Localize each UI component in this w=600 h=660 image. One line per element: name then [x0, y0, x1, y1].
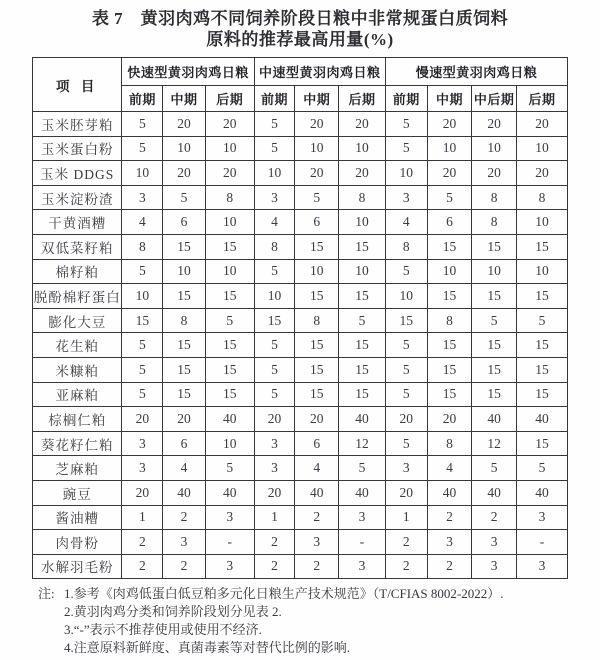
table-row: [33, 112, 568, 137]
value-cell: 5: [205, 456, 254, 481]
value-cell: 3: [254, 185, 295, 210]
value-cell: 20: [295, 112, 339, 137]
value-cell: 8: [517, 185, 568, 210]
value-cell: 10: [517, 259, 568, 284]
value-cell: 10: [385, 284, 427, 309]
value-cell: 4: [385, 210, 427, 235]
value-cell: 8: [205, 185, 254, 210]
value-cell: 40: [339, 407, 386, 432]
value-cell: -: [205, 530, 254, 555]
table-row: [33, 308, 568, 333]
value-cell: 5: [517, 308, 568, 333]
ingredient-name: 膨化大豆: [33, 308, 122, 333]
value-cell: 20: [427, 112, 472, 137]
value-cell: 1: [254, 505, 295, 530]
value-cell: 15: [163, 382, 206, 407]
value-cell: 20: [163, 112, 206, 137]
value-cell: 2: [385, 554, 427, 579]
value-cell: 15: [295, 357, 339, 382]
value-cell: 10: [472, 136, 517, 161]
column-group-medium: 中速型黄羽肉鸡日粮: [254, 58, 385, 86]
value-cell: 8: [385, 234, 427, 259]
period-header-g2-p2: 中期: [295, 86, 339, 112]
ingredient-name: 玉米淀粉渣: [33, 185, 122, 210]
value-cell: 5: [385, 382, 427, 407]
value-cell: 10: [339, 136, 386, 161]
value-cell: 5: [254, 382, 295, 407]
value-cell: 10: [339, 210, 386, 235]
period-header-g3-p2: 中期: [427, 86, 472, 112]
value-cell: 20: [472, 161, 517, 186]
value-cell: 15: [295, 382, 339, 407]
value-cell: 3: [122, 185, 163, 210]
ingredient-name: 豌豆: [33, 480, 122, 505]
period-header-g3-p1: 前期: [385, 86, 427, 112]
value-cell: 20: [163, 161, 206, 186]
value-cell: 6: [427, 210, 472, 235]
value-cell: 15: [427, 382, 472, 407]
value-cell: 15: [517, 357, 568, 382]
value-cell: 10: [205, 259, 254, 284]
value-cell: 15: [427, 234, 472, 259]
value-cell: 20: [205, 161, 254, 186]
value-cell: 40: [295, 480, 339, 505]
value-cell: 2: [122, 554, 163, 579]
value-cell: 4: [163, 456, 206, 481]
value-cell: 3: [385, 456, 427, 481]
value-cell: 15: [205, 234, 254, 259]
period-header-g2-p1: 前期: [254, 86, 295, 112]
value-cell: 15: [163, 234, 206, 259]
value-cell: 15: [472, 284, 517, 309]
value-cell: 4: [427, 456, 472, 481]
ingredient-name: 双低菜籽粕: [33, 234, 122, 259]
value-cell: 15: [163, 284, 206, 309]
value-cell: 3: [472, 554, 517, 579]
value-cell: 5: [122, 333, 163, 358]
table-row: [33, 407, 568, 432]
value-cell: 20: [385, 480, 427, 505]
period-header-g2-p3: 后期: [339, 86, 386, 112]
value-cell: 5: [254, 136, 295, 161]
table-caption: [0, 0, 600, 50]
value-cell: 10: [339, 259, 386, 284]
value-cell: 15: [427, 357, 472, 382]
value-cell: 5: [339, 456, 386, 481]
table-row: [33, 185, 568, 210]
value-cell: 15: [205, 284, 254, 309]
ingredient-name: 棕榈仁粕: [33, 407, 122, 432]
value-cell: 20: [295, 161, 339, 186]
ingredient-name: 玉米胚芽粕: [33, 112, 122, 137]
table-row: [33, 259, 568, 284]
value-cell: 20: [295, 407, 339, 432]
column-group-fast: 快速型黄羽肉鸡日粮: [122, 58, 254, 86]
value-cell: 2: [122, 530, 163, 555]
value-cell: 40: [205, 480, 254, 505]
table-row: [33, 431, 568, 456]
value-cell: 20: [254, 407, 295, 432]
value-cell: 20: [122, 480, 163, 505]
table-notes: [38, 585, 600, 657]
note-item-2: 2.黄羽肉鸡分类和饲养阶段划分见表 2.: [64, 604, 282, 620]
value-cell: 15: [472, 333, 517, 358]
period-header-g3-p4: 后期: [517, 86, 568, 112]
column-header-item: 项 目: [33, 58, 122, 112]
table-row: [33, 210, 568, 235]
value-cell: 5: [472, 308, 517, 333]
value-cell: 5: [295, 185, 339, 210]
ingredient-name: 米糠粕: [33, 357, 122, 382]
value-cell: 15: [205, 357, 254, 382]
value-cell: 10: [205, 136, 254, 161]
column-group-slow: 慢速型黄羽肉鸡日粮: [385, 58, 567, 86]
notes-prefix: 注:: [38, 586, 55, 602]
value-cell: 8: [427, 431, 472, 456]
value-cell: 8: [472, 210, 517, 235]
value-cell: 3: [472, 530, 517, 555]
value-cell: 15: [517, 333, 568, 358]
value-cell: 20: [339, 161, 386, 186]
value-cell: 20: [205, 112, 254, 137]
value-cell: 5: [254, 357, 295, 382]
value-cell: 10: [517, 136, 568, 161]
value-cell: 40: [427, 480, 472, 505]
value-cell: 3: [385, 185, 427, 210]
value-cell: 2: [385, 530, 427, 555]
table-row: [33, 382, 568, 407]
value-cell: 20: [339, 112, 386, 137]
value-cell: 5: [517, 456, 568, 481]
value-cell: 5: [205, 308, 254, 333]
value-cell: 10: [295, 136, 339, 161]
ingredient-name: 芝麻粕: [33, 456, 122, 481]
value-cell: 5: [385, 333, 427, 358]
value-cell: 8: [163, 308, 206, 333]
value-cell: 15: [427, 333, 472, 358]
value-cell: 12: [339, 431, 386, 456]
value-cell: 10: [163, 136, 206, 161]
value-cell: 5: [385, 136, 427, 161]
value-cell: 5: [254, 259, 295, 284]
value-cell: 5: [385, 259, 427, 284]
value-cell: 15: [517, 284, 568, 309]
value-cell: 10: [205, 210, 254, 235]
value-cell: 20: [122, 407, 163, 432]
ingredient-name: 花生粕: [33, 333, 122, 358]
value-cell: 15: [295, 333, 339, 358]
value-cell: 2: [295, 554, 339, 579]
value-cell: 15: [339, 357, 386, 382]
value-cell: 3: [205, 505, 254, 530]
value-cell: 2: [295, 505, 339, 530]
value-cell: 2: [427, 505, 472, 530]
value-cell: 20: [517, 112, 568, 137]
value-cell: 5: [254, 112, 295, 137]
value-cell: 5: [427, 185, 472, 210]
value-cell: 15: [205, 382, 254, 407]
value-cell: 10: [427, 136, 472, 161]
value-cell: 6: [163, 431, 206, 456]
ingredient-name: 水解羽毛粉: [33, 554, 122, 579]
table-row: [33, 530, 568, 555]
value-cell: 3: [339, 505, 386, 530]
table-row: [33, 161, 568, 186]
value-cell: 10: [295, 259, 339, 284]
value-cell: 5: [385, 112, 427, 137]
period-header-g3-p3: 中后期: [472, 86, 517, 112]
value-cell: 3: [205, 554, 254, 579]
value-cell: 2: [163, 554, 206, 579]
period-header-g1-p3: 后期: [205, 86, 254, 112]
ingredient-name: 肉骨粉: [33, 530, 122, 555]
notes-items: [64, 585, 600, 657]
feed-max-usage-table: [32, 57, 568, 579]
value-cell: 5: [472, 456, 517, 481]
ingredient-name: 干黄酒糟: [33, 210, 122, 235]
value-cell: 3: [254, 431, 295, 456]
value-cell: 5: [122, 259, 163, 284]
value-cell: 1: [122, 505, 163, 530]
value-cell: 3: [427, 530, 472, 555]
value-cell: 15: [339, 333, 386, 358]
value-cell: 8: [427, 308, 472, 333]
period-header-g1-p2: 中期: [163, 86, 206, 112]
value-cell: 1: [385, 505, 427, 530]
value-cell: 3: [122, 456, 163, 481]
value-cell: 2: [472, 505, 517, 530]
value-cell: 15: [427, 284, 472, 309]
value-cell: 15: [339, 284, 386, 309]
value-cell: -: [339, 530, 386, 555]
note-item-3: 3.“-”表示不推荐使用或使用不经济.: [64, 622, 262, 638]
value-cell: 40: [163, 480, 206, 505]
value-cell: 20: [163, 407, 206, 432]
value-cell: 10: [254, 161, 295, 186]
table-caption-line1: 表 7 黄羽肉鸡不同饲养阶段日粮中非常规蛋白质饲料: [91, 9, 509, 28]
value-cell: 5: [254, 333, 295, 358]
value-cell: 4: [295, 456, 339, 481]
value-cell: 15: [472, 357, 517, 382]
value-cell: 15: [472, 382, 517, 407]
note-item-1: 1.参考《肉鸡低蛋白低豆粕多元化日粮生产技术规范》（T/CFIAS 8002-2022）.: [64, 586, 504, 602]
value-cell: 20: [427, 161, 472, 186]
value-cell: 20: [385, 407, 427, 432]
value-cell: 2: [427, 554, 472, 579]
ingredient-name: 玉米蛋白粉: [33, 136, 122, 161]
header-group-row: [33, 58, 568, 86]
value-cell: 15: [254, 308, 295, 333]
value-cell: 40: [205, 407, 254, 432]
value-cell: 3: [295, 530, 339, 555]
value-cell: 8: [254, 234, 295, 259]
value-cell: -: [517, 530, 568, 555]
ingredient-name: 棉籽粕: [33, 259, 122, 284]
value-cell: 15: [339, 234, 386, 259]
value-cell: 40: [339, 480, 386, 505]
value-cell: 6: [163, 210, 206, 235]
value-cell: 10: [385, 161, 427, 186]
value-cell: 15: [163, 357, 206, 382]
value-cell: 20: [472, 112, 517, 137]
value-cell: 5: [122, 382, 163, 407]
value-cell: 5: [385, 431, 427, 456]
value-cell: 6: [295, 210, 339, 235]
value-cell: 3: [339, 554, 386, 579]
value-cell: 15: [472, 234, 517, 259]
value-cell: 15: [517, 382, 568, 407]
table-row: [33, 234, 568, 259]
table-row: [33, 136, 568, 161]
value-cell: 15: [385, 308, 427, 333]
value-cell: 3: [254, 456, 295, 481]
value-cell: 10: [122, 284, 163, 309]
table-row: [33, 357, 568, 382]
value-cell: 10: [517, 210, 568, 235]
value-cell: 40: [472, 480, 517, 505]
value-cell: 10: [122, 161, 163, 186]
ingredient-name: 脱酚棉籽蛋白: [33, 284, 122, 309]
value-cell: 8: [295, 308, 339, 333]
value-cell: 5: [385, 357, 427, 382]
value-cell: 4: [254, 210, 295, 235]
value-cell: 5: [122, 357, 163, 382]
value-cell: 2: [254, 554, 295, 579]
value-cell: 3: [122, 431, 163, 456]
value-cell: 5: [339, 308, 386, 333]
value-cell: 15: [295, 284, 339, 309]
table-row: [33, 480, 568, 505]
ingredient-name: 亚麻粕: [33, 382, 122, 407]
value-cell: 5: [163, 185, 206, 210]
value-cell: 20: [517, 161, 568, 186]
value-cell: 3: [517, 554, 568, 579]
value-cell: 15: [205, 333, 254, 358]
value-cell: 40: [517, 480, 568, 505]
value-cell: 10: [163, 259, 206, 284]
value-cell: 10: [472, 259, 517, 284]
table-row: [33, 333, 568, 358]
value-cell: 4: [122, 210, 163, 235]
table-row: [33, 456, 568, 481]
table-row: [33, 505, 568, 530]
value-cell: 8: [339, 185, 386, 210]
ingredient-name: 玉米 DDGS: [33, 161, 122, 186]
value-cell: 40: [472, 407, 517, 432]
value-cell: 15: [122, 308, 163, 333]
value-cell: 20: [427, 407, 472, 432]
value-cell: 10: [254, 284, 295, 309]
value-cell: 8: [122, 234, 163, 259]
value-cell: 2: [254, 530, 295, 555]
value-cell: 2: [163, 505, 206, 530]
value-cell: 10: [427, 259, 472, 284]
value-cell: 15: [339, 382, 386, 407]
value-cell: 10: [205, 431, 254, 456]
value-cell: 12: [472, 431, 517, 456]
value-cell: 15: [517, 431, 568, 456]
value-cell: 15: [163, 333, 206, 358]
ingredient-name: 葵花籽仁粕: [33, 431, 122, 456]
value-cell: 15: [295, 234, 339, 259]
period-header-g1-p1: 前期: [122, 86, 163, 112]
value-cell: 8: [472, 185, 517, 210]
value-cell: 20: [254, 480, 295, 505]
value-cell: 6: [295, 431, 339, 456]
value-cell: 5: [122, 136, 163, 161]
value-cell: 3: [517, 505, 568, 530]
value-cell: 40: [517, 407, 568, 432]
table-caption-line2: 原料的推荐最高用量(%): [206, 30, 394, 49]
note-item-4: 4.注意原料新鲜度、真菌毒素等对替代比例的影响.: [64, 640, 351, 656]
value-cell: 15: [517, 234, 568, 259]
table-row: [33, 284, 568, 309]
ingredient-name: 酱油糟: [33, 505, 122, 530]
value-cell: 3: [163, 530, 206, 555]
table-row: [33, 554, 568, 579]
value-cell: 5: [122, 112, 163, 137]
